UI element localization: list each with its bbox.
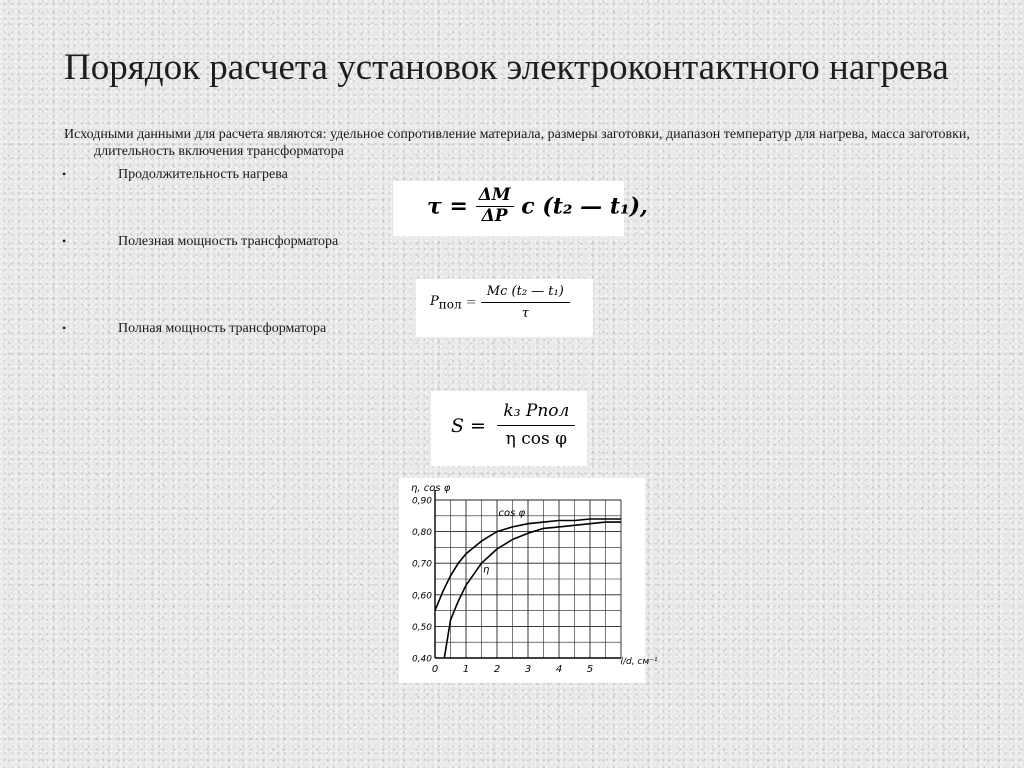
- curve-annotation: cos φ: [498, 507, 526, 519]
- formula-fraction: [497, 403, 575, 449]
- formula-fraction: [481, 285, 570, 320]
- power-symbol: P: [430, 293, 439, 309]
- bullet-dot: •: [62, 234, 67, 248]
- formula-fraction: [476, 187, 514, 226]
- x-tick-label: 1: [462, 664, 470, 675]
- fraction-denominator: ΔP: [481, 205, 508, 226]
- x-tick-label: 0: [431, 664, 439, 675]
- formula-heating-time: [393, 181, 648, 236]
- formula-full-power: [431, 391, 587, 466]
- fraction-denominator: η cos φ: [505, 428, 568, 449]
- x-tick-label: 4: [555, 664, 563, 675]
- y-tick-label: 0,40: [411, 654, 432, 665]
- y-axis-label: η, cos φ: [411, 483, 451, 494]
- x-axis-label: l/d, см⁻¹: [620, 657, 658, 667]
- y-tick-label: 0,90: [411, 496, 432, 507]
- bullet-dot: •: [62, 321, 67, 335]
- fraction-denominator: τ: [521, 305, 529, 321]
- equals-sign: =: [465, 295, 477, 311]
- bullet-label: Полная мощность трансформатора: [118, 321, 327, 336]
- bullet-dot: •: [62, 167, 67, 181]
- formula-lhs: τ =: [427, 193, 468, 220]
- fraction-numerator: ΔM: [476, 187, 514, 207]
- y-tick-label: 0,50: [411, 622, 432, 633]
- y-tick-label: 0,60: [411, 591, 432, 602]
- x-tick-label: 5: [586, 664, 594, 675]
- fraction-numerator: k₃ Pпол: [497, 403, 575, 426]
- x-tick-label: 2: [493, 664, 501, 675]
- slide-title: Порядок расчета установок электроконтактного нагрева: [64, 47, 949, 88]
- chart-svg: [399, 478, 658, 683]
- x-tick-label: 3: [524, 664, 532, 675]
- formula-rhs: c (t₂ — t₁),: [521, 193, 648, 220]
- series-line-eta: [444, 522, 621, 658]
- efficiency-chart: [399, 478, 658, 683]
- y-tick-label: 0,80: [411, 528, 432, 539]
- intro-paragraph: Исходными данными для расчета являются: удельное сопротивление материала, размеры заготовки, диапазон температур для нагрева, масса заготовки, длительность включения трансформатора: [64, 127, 970, 159]
- bullet-label: Полезная мощность трансформатора: [118, 234, 339, 249]
- y-tick-label: 0,70: [411, 559, 432, 570]
- formula-lhs: [430, 293, 462, 312]
- bullet-label: Продолжительность нагрева: [118, 167, 288, 182]
- fraction-numerator: Mc (t₂ — t₁): [481, 285, 570, 303]
- formula-useful-power: [416, 279, 593, 337]
- curve-annotation: η: [483, 564, 490, 576]
- power-subscript: пол: [438, 297, 462, 312]
- formula-lhs: S =: [451, 414, 486, 437]
